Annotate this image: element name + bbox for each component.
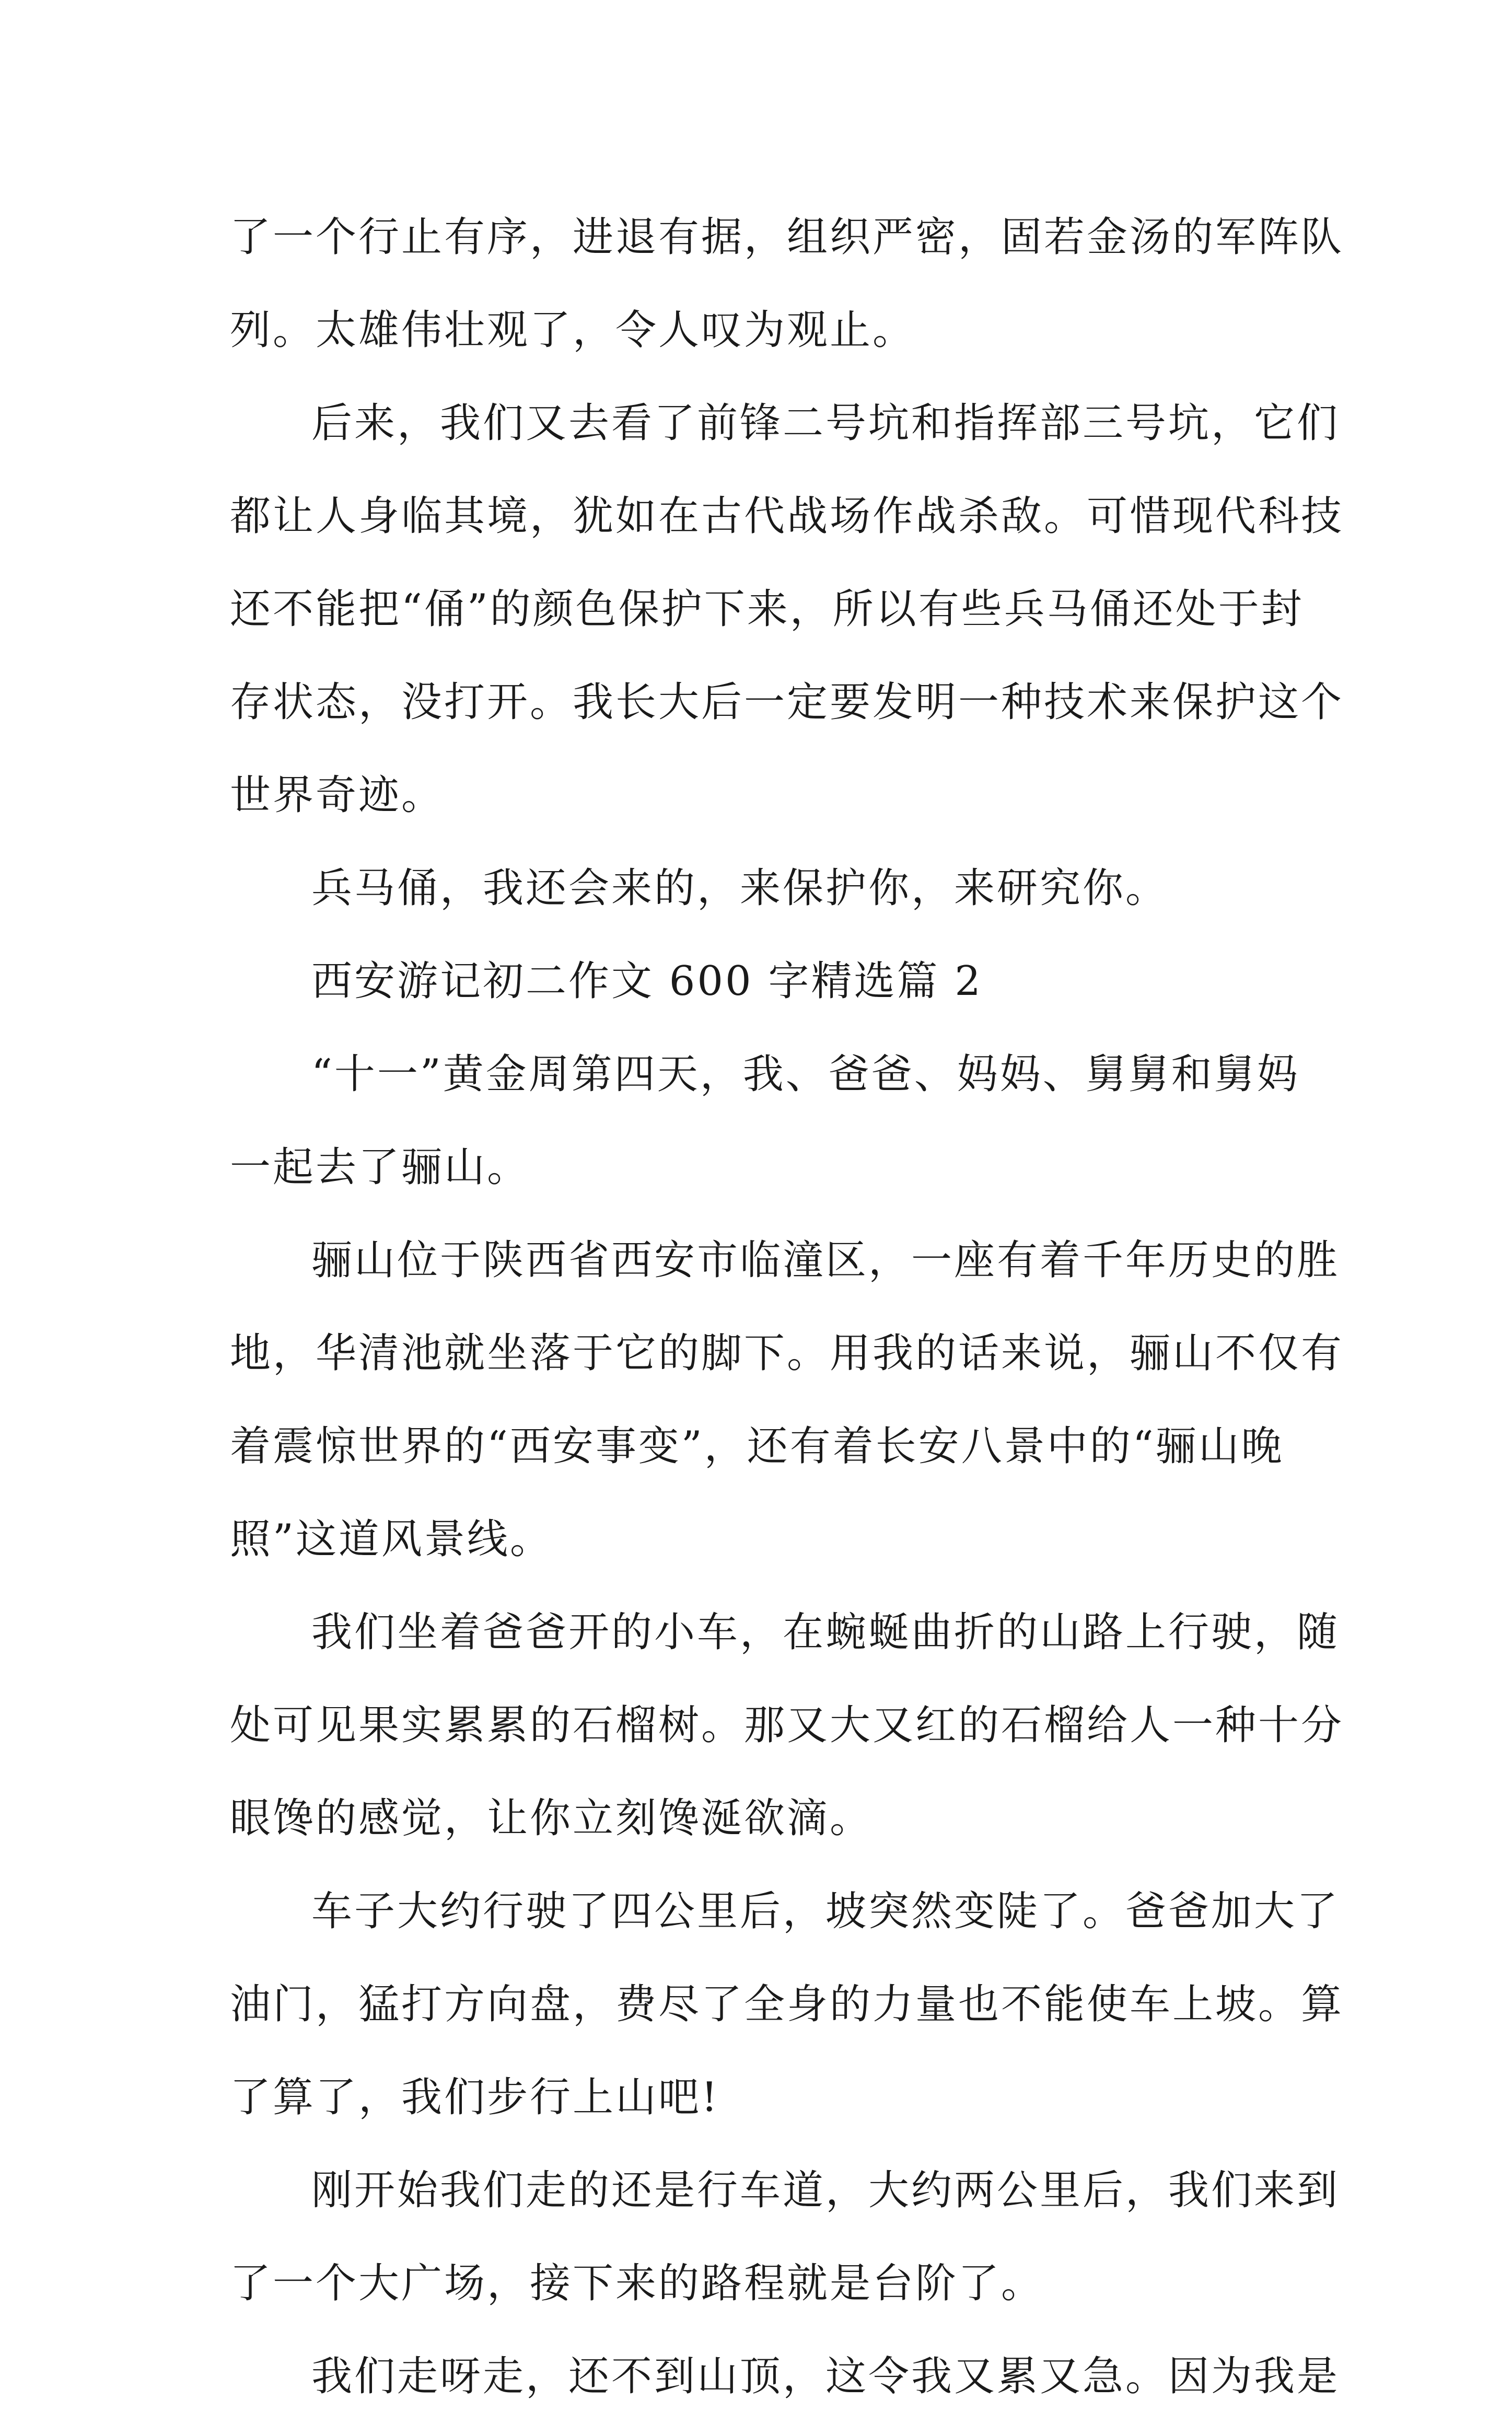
text-line: 骊山位于陕西省西安市临潼区，一座有着千年历史的胜	[311, 1237, 1340, 1284]
section-heading: 西安游记初二作文 600 字精选篇 2	[311, 958, 983, 1005]
document-body	[230, 191, 1344, 2423]
text-line: 刚开始我们走的还是行车道，大约两公里后，我们来到	[311, 2167, 1340, 2214]
text-line: 列。太雄伟壮观了，令人叹为观止。	[230, 307, 916, 354]
text-line: 地，华清池就坐落于它的脚下。用我的话来说，骊山不仅有	[230, 1330, 1344, 1377]
text-line: 我们坐着爸爸开的小车，在蜿蜒曲折的山路上行驶，随	[311, 1609, 1340, 1656]
text-line: 兵马俑，我还会来的，来保护你，来研究你。	[311, 865, 1169, 912]
text-line: 了一个行止有序，进退有据，组织严密，固若金汤的军阵队	[230, 214, 1344, 261]
text-line: 还不能把“俑”的颜色保护下来，所以有些兵马俑还处于封	[230, 586, 1304, 633]
text-line: 我们走呀走，还不到山顶，这令我又累又急。因为我是	[311, 2353, 1340, 2400]
text-line: 着震惊世界的“西安事变”，还有着长安八景中的“骊山晚	[230, 1423, 1284, 1470]
text-line: 照”这道风景线。	[230, 1516, 553, 1563]
text-line: “十一”黄金周第四天，我、爸爸、妈妈、舅舅和舅妈	[311, 1051, 1300, 1098]
text-line: 后来，我们又去看了前锋二号坑和指挥部三号坑，它们	[311, 400, 1340, 447]
text-line: 了算了，我们步行上山吧!	[230, 2074, 720, 2121]
text-line: 车子大约行驶了四公里后，坡突然变陡了。爸爸加大了	[311, 1888, 1340, 1935]
text-line: 处可见果实累累的石榴树。那又大又红的石榴给人一种十分	[230, 1702, 1344, 1749]
text-line: 一起去了骊山。	[230, 1144, 530, 1191]
text-line: 油门，猛打方向盘，费尽了全身的力量也不能使车上坡。算	[230, 1981, 1344, 2028]
text-line: 眼馋的感觉，让你立刻馋涎欲滴。	[230, 1795, 873, 1842]
text-line: 都让人身临其境，犹如在古代战场作战杀敌。可惜现代科技	[230, 493, 1344, 540]
text-line: 世界奇迹。	[230, 772, 445, 819]
text-line: 了一个大广场，接下来的路程就是台阶了。	[230, 2260, 1044, 2307]
text-line: 存状态，没打开。我长大后一定要发明一种技术来保护这个	[230, 679, 1344, 726]
